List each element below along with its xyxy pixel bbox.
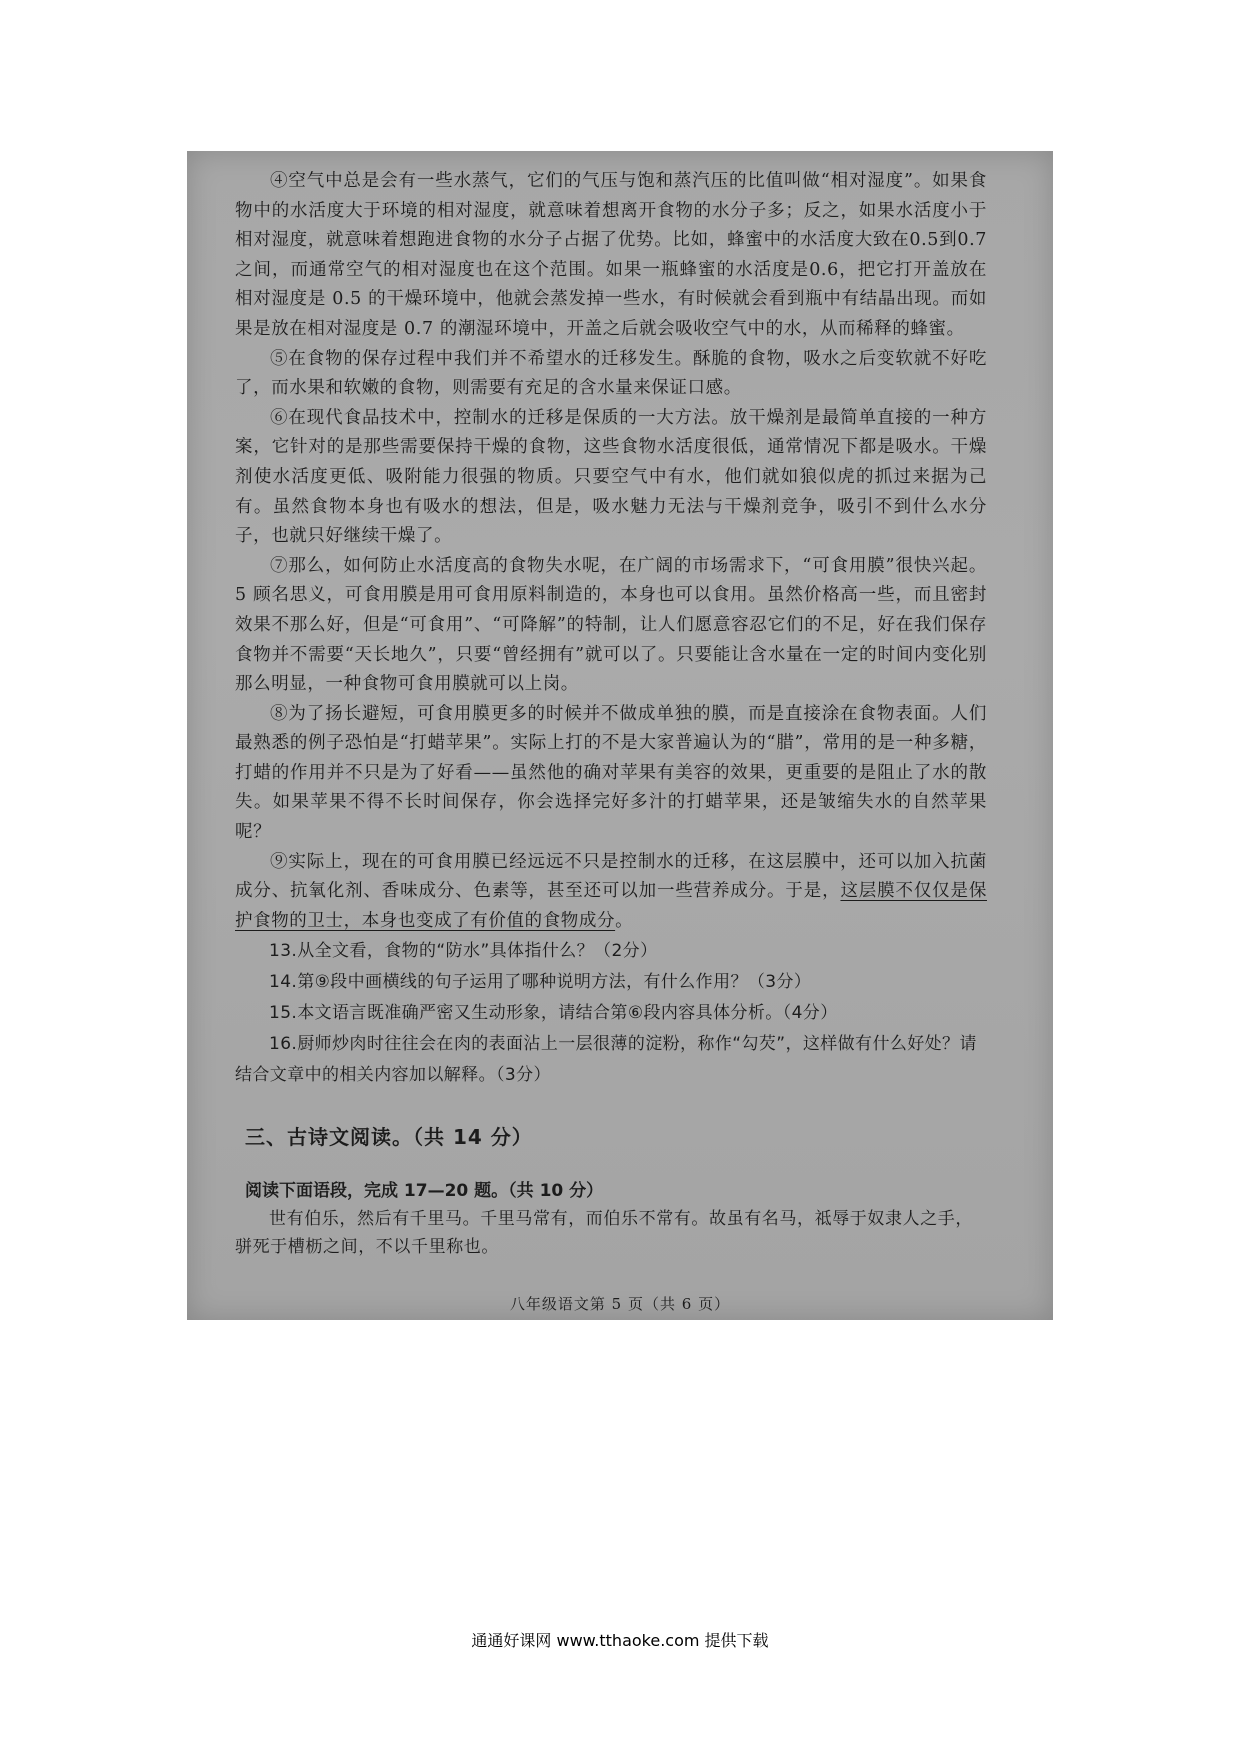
page-number-footer: 八年级语文第 5 页（共 6 页） bbox=[509, 1295, 731, 1313]
paragraph-6: ⑥在现代食品技术中，控制水的迁移是保质的一大方法。放干燥剂是最简单直接的一种方案，它针对的是那些需要保持干燥的食物，这些食物水活度很低，通常情况下都是吸水。干燥剂使水活度更低、吸附能力很强的物质。只要空气中有水，他们就如狼似虎的抓过来据为己有。虽然食物本身也有吸水的想法，但是，吸水魅力无法与干燥剂竞争，吸引不到什么水分子，也就只好继续干燥了。 bbox=[235, 407, 987, 547]
question-16: 16.厨师炒肉时往往会在肉的表面沾上一层很薄的淀粉，称作“勾芡”，这样做有什么好处？请结合文章中的相关内容加以解释。（3分） bbox=[235, 1034, 977, 1086]
paragraph-9-end: 。 bbox=[615, 910, 634, 931]
paragraph-9-text: ⑨实际上，现在的可食用膜已经远远不只是控制水的迁移，在这层膜中，还可以加入抗菌成分、抗氧化剂、香味成分、色素等，甚至还可以加一些营养成分。于是， bbox=[235, 851, 987, 902]
section-3-title: 三、古诗文阅读。（共 14 分） bbox=[245, 1125, 533, 1150]
paragraph-9 bbox=[235, 848, 987, 937]
page-content bbox=[235, 167, 987, 1261]
scanned-exam-page bbox=[187, 151, 1053, 1320]
question-13: 13.从全文看，食物的“防水”具体指什么？（2分） bbox=[269, 941, 658, 962]
paragraph-7: ⑦那么，如何防止水活度高的食物失水呢，在广阔的市场需求下，“可食用膜”很快兴起。5 顾名思义，可食用膜是用可食用原料制造的，本身也可以食用。虽然价格高一些，而且密封效果不那么好，但是“可食用”、“可降解”的特制，让人们愿意容忍它们的不足，好在我们保存食物并不需要“天长地久”，只要“曾经拥有”就可以了。只要能让含水量在一定的时间内变化别那么明显，一种食物可食用膜就可以上岗。 bbox=[235, 555, 987, 695]
question-15: 15.本文语言既准确严密又生动形象，请结合第⑥段内容具体分析。（4分） bbox=[269, 1003, 838, 1024]
classical-text: 世有伯乐，然后有千里马。千里马常有，而伯乐不常有。故虽有名马，祗辱于奴隶人之手，骈死于槽枥之间，不以千里称也。 bbox=[235, 1209, 973, 1258]
underlined-sentence: 这层膜不仅仅是保护食物的卫士，本身也变成了有价值的食物成分 bbox=[235, 881, 987, 931]
section-3-subtitle: 阅读下面语段，完成 17—20 题。（共 10 分） bbox=[245, 1181, 604, 1202]
site-footer: 通通好课网 www.tthaoke.com 提供下载 bbox=[471, 1631, 769, 1650]
paragraph-8: ⑧为了扬长避短，可食用膜更多的时候并不做成单独的膜，而是直接涂在食物表面。人们最熟悉的例子恐怕是“打蜡苹果”。实际上打的不是大家普遍认为的“腊”，常用的是一种多糖，打蜡的作用并不只是为了好看——虽然他的确对苹果有美容的效果，更重要的是阻止了水的散失。如果苹果不得不长时间保存，你会选择完好多汁的打蜡苹果，还是皱缩失水的自然苹果呢？ bbox=[235, 703, 987, 843]
paragraph-5: ⑤在食物的保存过程中我们并不希望水的迁移发生。酥脆的食物，吸水之后变软就不好吃了，而水果和软嫩的食物，则需要有充足的含水量来保证口感。 bbox=[235, 348, 987, 399]
paragraph-4: ④空气中总是会有一些水蒸气，它们的气压与饱和蒸汽压的比值叫做“相对湿度”。如果食物中的水活度大于环境的相对湿度，就意味着想离开食物的水分子多；反之，如果水活度小于相对湿度，就意味着想跑进食物的水分子占据了优势。比如，蜂蜜中的水活度大致在0.5到0.7之间，而通常空气的相对湿度也在这个范围。如果一瓶蜂蜜的水活度是0.6，把它打开盖放在相对湿度是 0.5 的干燥环境中，他就会蒸发掉一些水，有时候就会看到瓶中有结晶出现。而如果是放在相对湿度是 0.7 的潮湿环境中，开盖之后就会吸收空气中的水，从而稀释的蜂蜜。 bbox=[235, 171, 987, 339]
question-14: 14.第⑨段中画横线的句子运用了哪种说明方法，有什么作用？（3分） bbox=[269, 972, 812, 993]
